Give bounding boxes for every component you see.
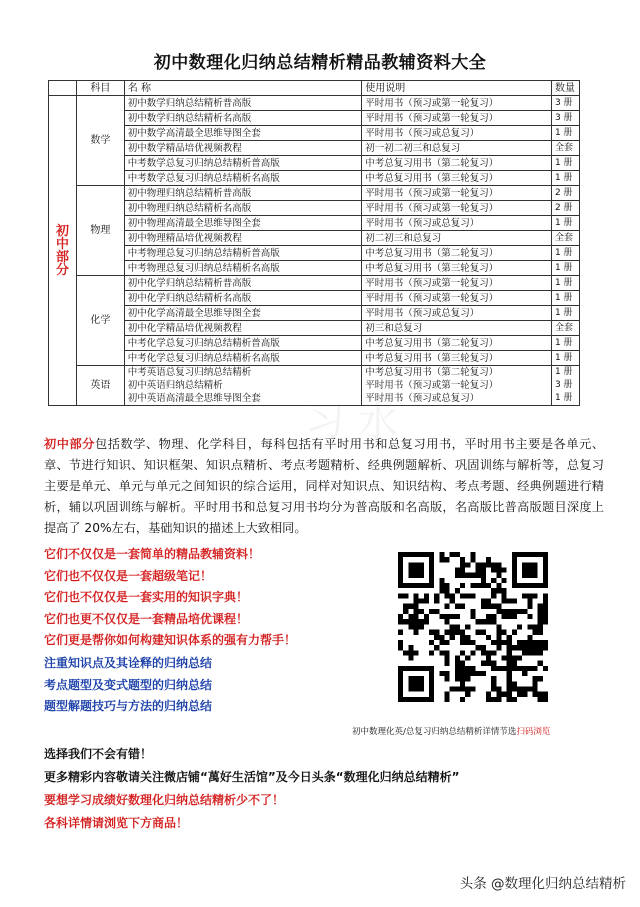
- red-slogan-list: [44, 544, 296, 652]
- description-text: 包括数学、物理、化学科目，每科包括有平时用书和总复习用书，平时用书主要是各单元、章、节进行知识、知识框架、知识点精析、考点考题精析、经典例题解析、巩固训练与解析等，总复习主要是单元、单元与单元之间知识的综合运用，同样对知识点、知识结构、考点考题、经典例题进行精析，辅以巩固训练与解析。平时用书和总复习用书均分为普高版和名高版，名高版比普高版题目深度上提高了 20%左右，基础知识的描述上大致相同。: [44, 437, 605, 535]
- usage-cell: 平时用书（预习或第一轮复习）: [362, 96, 552, 111]
- cell-line: 中考英语总复习归纳总结精析: [127, 367, 252, 378]
- qr-caption: [352, 725, 550, 737]
- table-row: [49, 306, 580, 321]
- red-slogan: 它们也更不仅仅是一套精品培优课程！: [44, 611, 249, 626]
- qty-cell: 1 册: [551, 171, 579, 186]
- qty-cell: 全套: [551, 321, 579, 336]
- usage-cell: 中考总复习用书（第二轮复习）: [362, 156, 552, 171]
- usage-cell: 平时用书（预习或总复习）: [362, 126, 552, 141]
- name-cell: 初中化学精品培优视频教程: [124, 321, 362, 336]
- bottom-line-3: 要想学习成绩好数理化归纳总结精析少不了！: [44, 793, 285, 807]
- name-cell: 初中化学归纳总结精析名高版: [124, 291, 362, 306]
- usage-cell: 初一初二初三和总复习: [362, 141, 552, 156]
- qty-cell: 1 册: [551, 336, 579, 351]
- usage-cell: 中考总复习用书（第二轮复习）: [362, 336, 552, 351]
- qty-cell: 2 册: [551, 201, 579, 216]
- cell-line: 3 册: [554, 380, 573, 390]
- usage-cell: 平时用书（预习或总复习）: [362, 216, 552, 231]
- section-label-char: 部: [55, 249, 69, 265]
- footer-attribution: 头条 @数理化归纳总结精析: [459, 876, 626, 892]
- name-cell: 中考数学总复习归纳总结精析普高版: [124, 156, 362, 171]
- blue-slogan-list: [44, 653, 212, 718]
- table-row: [49, 336, 580, 351]
- name-cell: 中考数学总复习归纳总结精析名高版: [124, 171, 362, 186]
- section-label: [49, 96, 77, 406]
- blue-slogan: 题型解题技巧与方法的归纳总结: [44, 699, 213, 713]
- usage-cell: 平时用书（预习或第一轮复习）: [362, 201, 552, 216]
- header-qty: 数量: [551, 81, 579, 96]
- qty-cell: 1 册: [551, 306, 579, 321]
- bottom-line-4: 各科详情请浏览下方商品！: [44, 816, 189, 830]
- name-cell: 中考物理总复习归纳总结精析普高版: [124, 246, 362, 261]
- cell-line: 1 册: [554, 393, 573, 403]
- red-slogan: 它们也不仅仅是一套超级笔记！: [44, 568, 213, 583]
- name-cell: 初中物理归纳总结精析名高版: [124, 201, 362, 216]
- cell-line: 平时用书（预习或第一轮复习）: [365, 380, 499, 391]
- description-paragraph: [44, 434, 604, 539]
- qty-cell: 3 册: [551, 96, 579, 111]
- qr-caption-text: 初中数理化英/总复习归纳总结精析详情节选: [352, 727, 517, 737]
- cell-line: 初中英语高清最全思维导图全套: [127, 393, 261, 404]
- table-row: [49, 171, 580, 186]
- red-slogan: 它们不仅仅是一套简单的精品教辅资料！: [44, 547, 261, 561]
- bottom-line-1: 选择我们不会有错！: [44, 747, 153, 761]
- table-row: [49, 111, 580, 126]
- qty-cell: 1 册: [551, 276, 579, 291]
- name-cell: 初中物理归纳总结精析普高版: [124, 186, 362, 201]
- usage-cell: 初三和总复习: [362, 321, 552, 336]
- table-row: [49, 246, 580, 261]
- usage-cell: 平时用书（预习或总复习）: [362, 306, 552, 321]
- subject-cell: 化学: [76, 276, 124, 366]
- table-row: [49, 321, 580, 336]
- table-row: [49, 186, 580, 201]
- table-row: [49, 351, 580, 366]
- qty-cell: 1 册: [551, 156, 579, 171]
- name-cell: 初中物理精品培优视频教程: [124, 231, 362, 246]
- name-cell: 初中数学归纳总结精析名高版: [124, 111, 362, 126]
- usage-cell: 初二初三和总复习: [362, 231, 552, 246]
- qr-code-icon[interactable]: [398, 552, 548, 702]
- name-cell: 中考化学总复习归纳总结精析名高版: [124, 351, 362, 366]
- name-cell: [124, 366, 362, 406]
- table-row: [49, 126, 580, 141]
- cell-line: 平时用书（预习或总复习）: [365, 393, 480, 404]
- qty-cell: 全套: [551, 141, 579, 156]
- table-row: [49, 156, 580, 171]
- cell-line: 中考总复习用书（第二轮复习）: [365, 367, 499, 378]
- section-label-char: 初: [55, 223, 69, 239]
- subject-cell: 英语: [76, 366, 124, 406]
- header-subject: 科目: [76, 81, 124, 96]
- subject-cell: 数学: [76, 96, 124, 186]
- subject-cell: 物理: [76, 186, 124, 276]
- header-usage: 使用说明: [362, 81, 552, 96]
- red-slogan: 它们也不仅仅是一套实用的知识字典！: [44, 590, 249, 604]
- bottom-notes: [44, 743, 460, 835]
- table-row: [49, 141, 580, 156]
- section-label-char: 中: [55, 236, 69, 252]
- usage-cell: 平时用书（预习或第一轮复习）: [362, 291, 552, 306]
- qr-caption-link[interactable]: 扫码浏览: [516, 727, 551, 737]
- cell-line: 1 册: [554, 367, 573, 377]
- blue-slogan: 注重知识点及其诠释的归纳总结: [44, 656, 213, 670]
- blue-slogan: 考点题型及变式题型的归纳总结: [44, 677, 213, 692]
- usage-cell: 平时用书（预习或第一轮复习）: [362, 186, 552, 201]
- usage-cell: 中考总复习用书（第三轮复习）: [362, 351, 552, 366]
- usage-cell: 中考总复习用书（第二轮复习）: [362, 246, 552, 261]
- usage-cell: 中考总复习用书（第三轮复习）: [362, 171, 552, 186]
- table-row: [49, 276, 580, 291]
- qty-cell: 1 册: [551, 246, 579, 261]
- section-label-char: 分: [55, 262, 69, 278]
- qty-cell: 1 册: [551, 216, 579, 231]
- table-header-row: [49, 81, 580, 96]
- table-row: [49, 216, 580, 231]
- page-title: 初中数理化归纳总结精析精品教辅资料大全: [153, 53, 487, 73]
- name-cell: 初中化学归纳总结精析普高版: [124, 276, 362, 291]
- table-row: [49, 261, 580, 276]
- qty-cell: 1 册: [551, 126, 579, 141]
- name-cell: 初中化学高清最全思维导图全套: [124, 306, 362, 321]
- name-cell: 初中数学归纳总结精析普高版: [124, 96, 362, 111]
- qty-cell: 2 册: [551, 186, 579, 201]
- background-watermark: 习 水: [305, 399, 398, 445]
- table-row: [49, 291, 580, 306]
- description-highlight: 初中部分: [44, 437, 95, 451]
- qty-cell: 1 册: [551, 291, 579, 306]
- bottom-line-2: 更多精彩内容敬请关注微店铺“萬好生活馆”及今日头条“数理化归纳总结精析”: [44, 770, 460, 784]
- catalog-table: [48, 80, 580, 406]
- qty-cell: [551, 366, 579, 406]
- name-cell: 中考化学总复习归纳总结精析普高版: [124, 336, 362, 351]
- table-row: [49, 201, 580, 216]
- name-cell: 中考物理总复习归纳总结精析名高版: [124, 261, 362, 276]
- name-cell: 初中数学精品培优视频教程: [124, 141, 362, 156]
- name-cell: 初中数学高清最全思维导图全套: [124, 126, 362, 141]
- name-cell: 初中物理高清最全思维导图全套: [124, 216, 362, 231]
- usage-cell: 平时用书（预习或第一轮复习）: [362, 276, 552, 291]
- table-row: [49, 366, 580, 406]
- qty-cell: 1 册: [551, 351, 579, 366]
- usage-cell: 平时用书（预习或第一轮复习）: [362, 111, 552, 126]
- usage-cell: 中考总复习用书（第三轮复习）: [362, 261, 552, 276]
- qty-cell: 1 册: [551, 261, 579, 276]
- header-section: [49, 81, 77, 96]
- qty-cell: 3 册: [551, 111, 579, 126]
- cell-line: 初中英语归纳总结精析: [127, 380, 223, 391]
- header-name: 名 称: [124, 81, 362, 96]
- qty-cell: 全套: [551, 231, 579, 246]
- red-slogan: 它们更是帮你如何构建知识体系的强有力帮手！: [44, 633, 297, 647]
- usage-cell: [362, 366, 552, 406]
- table-row: [49, 231, 580, 246]
- table-row: [49, 96, 580, 111]
- catalog-body: [49, 96, 580, 406]
